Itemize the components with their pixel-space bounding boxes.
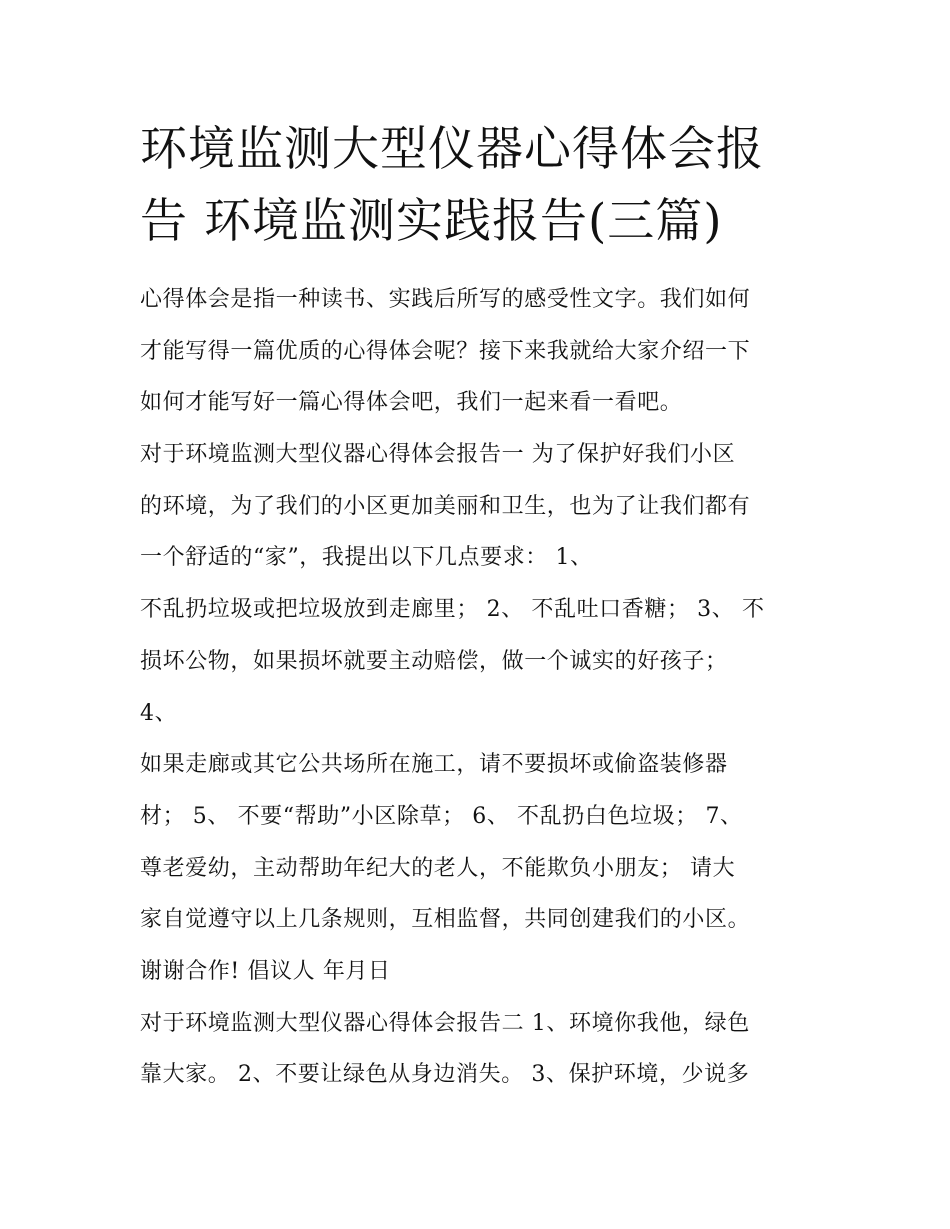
body-line: 损坏公物，如果损坏就要主动赔偿，做一个诚实的好孩子； xyxy=(140,648,728,674)
body-line: 才能写得一篇优质的心得体会呢？接下来我就给大家介绍一下 xyxy=(140,338,751,364)
body-line: 如果走廊或其它公共场所在施工，请不要损坏或偷盗装修器 xyxy=(140,752,728,778)
body-line: 家自觉遵守以上几条规则，互相监督，共同创建我们的小区。 xyxy=(140,907,751,933)
title-line-1: 环境监测大型仪器心得体会报 xyxy=(140,122,764,177)
body-line: 的环境，为了我们的小区更加美丽和卫生，也为了让我们都有 xyxy=(140,493,751,519)
body-line: 一个舒适的“家”，我提出以下几点要求： 1、 xyxy=(140,545,593,571)
document-body xyxy=(140,280,820,1107)
body-line: 尊老爱幼，主动帮助年纪大的老人，不能欺负小朋友； 请大 xyxy=(140,855,736,881)
body-line: 心得体会是指一种读书、实践后所写的感受性文字。我们如何 xyxy=(140,287,751,312)
body-line: 对于环境监测大型仪器心得体会报告二 1、环境你我他，绿色 xyxy=(140,1010,750,1036)
body-line: 材； 5、 不要“帮助”小区除草； 6、 不乱扔白色垃圾； 7、 xyxy=(140,803,743,829)
body-line: 如何才能写好一篇心得体会吧，我们一起来看一看吧。 xyxy=(140,390,683,416)
body-line: 靠大家。 2、不要让绿色从身边消失。 3、保护环境，少说多 xyxy=(140,1062,750,1088)
body-line: 谢谢合作! 倡议人 年月日 xyxy=(140,958,391,984)
document-title xyxy=(140,114,830,258)
body-line: 不乱扔垃圾或把垃圾放到走廊里； 2、 不乱吐口香糖； 3、 不 xyxy=(140,597,765,623)
body-line: 对于环境监测大型仪器心得体会报告一 为了保护好我们小区 xyxy=(140,442,736,468)
body-line: 4、 xyxy=(140,700,178,726)
title-line-2: 告 环境监测实践报告(三篇) xyxy=(140,194,723,249)
